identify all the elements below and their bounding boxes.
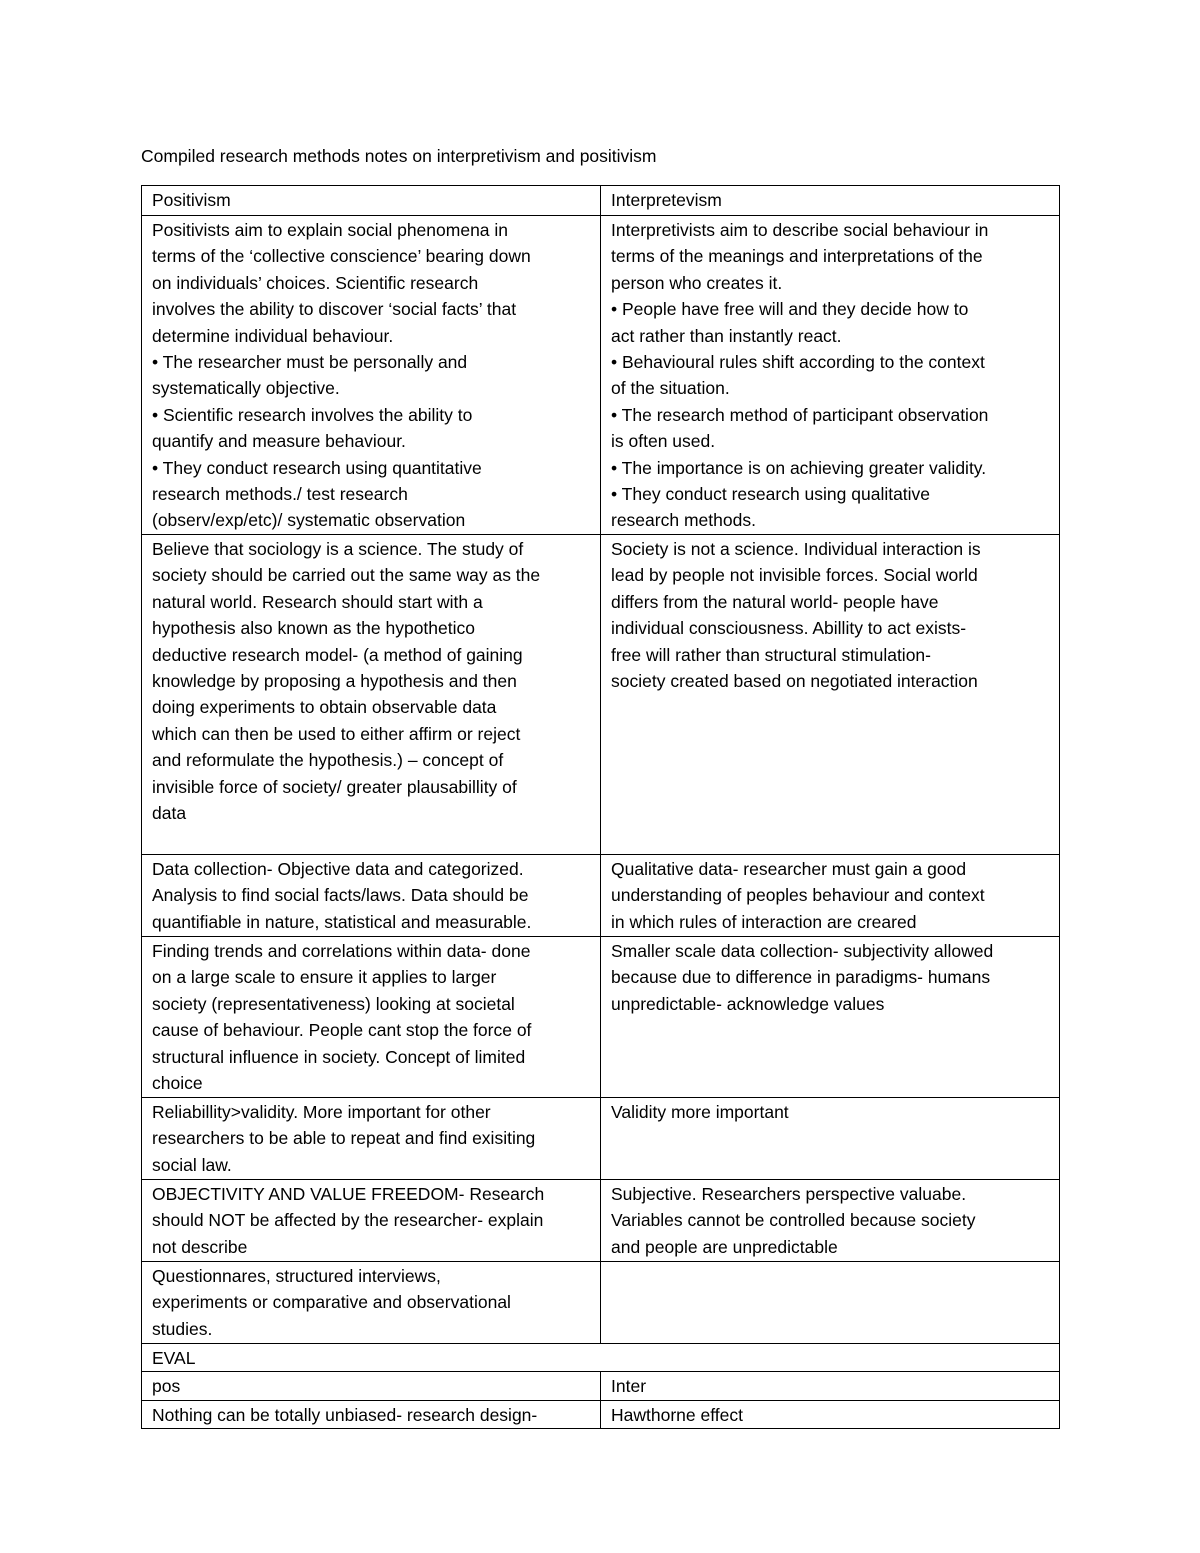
bullet-line: • The importance is on achieving greater validity. <box>611 457 987 478</box>
positivism-cell <box>142 534 601 854</box>
text-line: Finding trends and correlations within data- done <box>152 940 531 961</box>
text-line: because due to difference in paradigms- humans <box>611 967 991 988</box>
text-line: data <box>152 802 187 823</box>
text-line: Reliabillity>validity. More important for other <box>152 1101 491 1122</box>
table-row <box>142 1261 1060 1343</box>
text-line: quantify and measure behaviour. <box>152 431 406 452</box>
text-line: Society is not a science. Individual interaction is <box>611 538 981 559</box>
text-line: Data collection- Objective data and categorized. <box>152 858 524 879</box>
positivism-cell <box>142 854 601 936</box>
text-line: not describe <box>152 1236 248 1257</box>
text-line: on individuals’ choices. Scientific research <box>152 272 479 293</box>
bullet-line: • They conduct research using quantitative <box>152 457 482 478</box>
text-line: research methods./ test research <box>152 484 408 505</box>
text-line: systematically objective. <box>152 378 340 399</box>
text-line: Questionnares, structured interviews, <box>152 1265 441 1286</box>
text-line: should NOT be affected by the researcher- explain <box>152 1210 544 1231</box>
text-line: society should be carried out the same way as the <box>152 565 541 586</box>
text-line: researchers to be able to repeat and find exisiting <box>152 1128 536 1149</box>
text-line: determine individual behaviour. <box>152 325 394 346</box>
text-line: terms of the meanings and interpretations of the <box>611 246 983 267</box>
text-line: Qualitative data- researcher must gain a good <box>611 858 967 879</box>
text-line: in which rules of interaction are creared <box>611 911 917 932</box>
text-line: (observ/exp/etc)/ systematic observation <box>152 510 466 531</box>
positivism-cell <box>142 216 601 535</box>
text-line: deductive research model- (a method of gaining <box>152 644 523 665</box>
interpretivism-cell <box>601 534 1060 854</box>
interpretivism-cell <box>601 216 1060 535</box>
text-line: choice <box>152 1072 203 1093</box>
text-line: involves the ability to discover ‘social facts’ that <box>152 299 517 320</box>
eval-positivism-cell: Nothing can be totally unbiased- research design- <box>142 1400 601 1428</box>
interpretivism-cell <box>601 936 1060 1097</box>
text-line: OBJECTIVITY AND VALUE FREEDOM- Research <box>152 1183 545 1204</box>
text-line: cause of behaviour. People cant stop the force of <box>152 1020 532 1041</box>
table-row <box>142 1179 1060 1261</box>
text-line: on a large scale to ensure it applies to larger <box>152 967 497 988</box>
table-row <box>142 854 1060 936</box>
table-row <box>142 1097 1060 1179</box>
text-line: which can then be used to either affirm or reject <box>152 723 521 744</box>
bullet-line: • The researcher must be personally and <box>152 352 468 373</box>
document-title: Compiled research methods notes on interpretivism and positivism <box>141 146 657 166</box>
text-line: free will rather than structural stimulation- <box>611 644 931 665</box>
interpretivism-cell <box>601 1097 1060 1179</box>
interpretivism-cell-empty <box>601 1261 1060 1343</box>
text-line: Analysis to find social facts/laws. Data should be <box>152 885 529 906</box>
text-line: hypothesis also known as the hypothetico <box>152 618 475 639</box>
eval-row <box>142 1343 1060 1371</box>
text-line: natural world. Research should start with a <box>152 591 483 612</box>
header-interpretivism: Interpretevism <box>601 186 1060 216</box>
text-line: understanding of peoples behaviour and context <box>611 885 985 906</box>
header-positivism: Positivism <box>142 186 601 216</box>
text-line: structural influence in society. Concept of limited <box>152 1046 526 1067</box>
text-line: and people are unpredictable <box>611 1236 838 1257</box>
comparison-table <box>141 185 1060 1429</box>
interpretivism-cell <box>601 854 1060 936</box>
text-line: of the situation. <box>611 378 730 399</box>
text-line: experiments or comparative and observational <box>152 1292 511 1313</box>
positivism-cell <box>142 1261 601 1343</box>
bullet-line: • The research method of participant observation <box>611 404 989 425</box>
positivism-cell <box>142 1097 601 1179</box>
text-line: Variables cannot be controlled because society <box>611 1210 976 1231</box>
text-line: research methods. <box>611 510 756 531</box>
text-line: doing experiments to obtain observable data <box>152 697 497 718</box>
text-line: Believe that sociology is a science. The study of <box>152 538 524 559</box>
text-line: society created based on negotiated interaction <box>611 670 978 691</box>
text-line: Subjective. Researchers perspective valuabe. <box>611 1183 967 1204</box>
text-line: act rather than instantly react. <box>611 325 842 346</box>
eval-header-row <box>142 1372 1060 1400</box>
text-line: lead by people not invisible forces. Social world <box>611 565 978 586</box>
bullet-line: • Behavioural rules shift according to the context <box>611 352 985 373</box>
eval-interpretivism-cell: Hawthorne effect <box>601 1400 1060 1428</box>
text-line: person who creates it. <box>611 272 783 293</box>
text-line: individual consciousness. Abillity to act exists- <box>611 618 967 639</box>
text-line: quantifiable in nature, statistical and measurable. <box>152 911 532 932</box>
text-line: society (representativeness) looking at societal <box>152 993 515 1014</box>
bullet-line: • Scientific research involves the ability to <box>152 404 473 425</box>
table-row <box>142 216 1060 535</box>
table-row <box>142 936 1060 1097</box>
text-line: Positivists aim to explain social phenomena in <box>152 220 509 240</box>
table-header-row <box>142 186 1060 216</box>
text-line: studies. <box>152 1318 213 1339</box>
positivism-cell <box>142 1179 601 1261</box>
eval-header-pos: pos <box>142 1372 601 1400</box>
text-line: unpredictable- acknowledge values <box>611 993 885 1014</box>
eval-header-inter: Inter <box>601 1372 1060 1400</box>
text-line: invisible force of society/ greater plausabillity of <box>152 776 517 797</box>
text-line: knowledge by proposing a hypothesis and then <box>152 670 517 691</box>
table-row <box>142 1400 1060 1428</box>
text-line: social law. <box>152 1154 232 1175</box>
bullet-line: • People have free will and they decide how to <box>611 299 969 320</box>
text-line: and reformulate the hypothesis.) – concept of <box>152 750 504 771</box>
positivism-cell <box>142 936 601 1097</box>
text-line: Validity more important <box>611 1101 789 1122</box>
text-line: Smaller scale data collection- subjectivity allowed <box>611 940 994 961</box>
text-line: differs from the natural world- people have <box>611 591 939 612</box>
eval-label: EVAL <box>142 1343 1060 1371</box>
interpretivism-cell <box>601 1179 1060 1261</box>
text-line: is often used. <box>611 431 716 452</box>
text-line: Interpretivists aim to describe social behaviour in <box>611 220 989 240</box>
bullet-line: • They conduct research using qualitative <box>611 484 931 505</box>
table-row <box>142 534 1060 854</box>
text-line: terms of the ‘collective conscience’ bearing down <box>152 246 531 267</box>
